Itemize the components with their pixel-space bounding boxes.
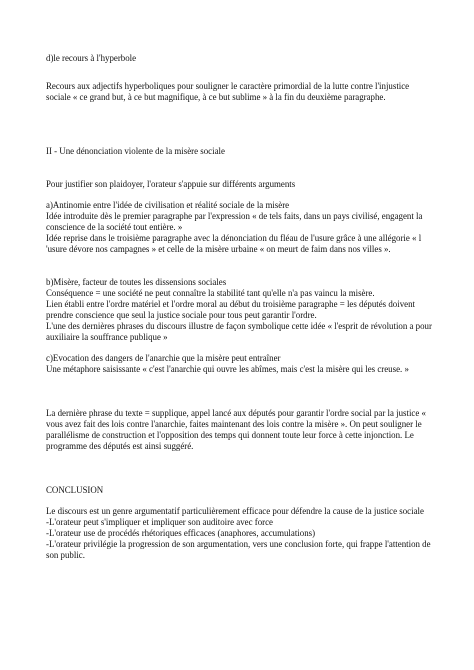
part2-b-line1: Conséquence = une société ne peut connaître la stabilité tant qu'elle n'a pas vaincu la misère.	[46, 288, 375, 298]
part2-a-heading: a)Antinomie entre l'idée de civilisation et réalité sociale de la misère	[46, 200, 290, 210]
part2-c-block	[46, 353, 434, 375]
part2-intro: Pour justifier son plaidoyer, l'orateur s'appuie sur différents arguments	[46, 179, 296, 189]
part2-b-line2: Lien établi entre l'ordre matériel et l'ordre moral au début du troisième paragraphe = les députés doivent prendre conscience que seul la justice sociale pour tous peut garantir l'ordre.	[46, 299, 415, 320]
part2-c-line1: Une métaphore saisissante « c'est l'anarchie qui ouvre les abîmes, mais c'est la misère qui les creuse. »	[46, 364, 409, 374]
conclusion-line1: Le discours est un genre argumentatif particulièrement efficace pour défendre la cause de la justice sociale	[46, 506, 424, 516]
conclusion-line2: -L'orateur peut s'impliquer et impliquer son auditoire avec force	[46, 517, 273, 527]
conclusion-block	[46, 506, 434, 561]
part2-a-line1: Idée introduite dès le premier paragraphe par l'expression « de tels faits, dans un pays civilisé, engagent la conscience de la société tout entière. »	[46, 211, 423, 232]
conclusion-title: CONCLUSION	[46, 485, 104, 495]
part2-b-heading: b)Misère, facteur de toutes les dissensions sociales	[46, 277, 227, 287]
part2-a-block	[46, 200, 434, 255]
part2-b-line3: L'une des dernières phrases du discours illustre de façon symbolique cette idée « l'esprit de révolution a pour auxiliaire la souffrance publique »	[46, 321, 432, 342]
part2-a-line2: Idée reprise dans le troisième paragraphe avec la dénonciation du fléau de l'usure grâce à une allégorie « l 'usure dévore nos campagnes » et celle de la misère urbaine « on meurt de faim dans nos villes ».	[46, 233, 422, 254]
part2-closing: La dernière phrase du texte = supplique, appel lancé aux députés pour garantir l'ordre social par la justice « vous avez fait des lois contre l'anarchie, faites maintenant des lois contre la misère ». On peut souligner le parallélisme de construction et l'opposition des temps qui donnent toute leur force à cette injonction. Le programme des députés est ainsi suggéré.	[46, 408, 426, 451]
section-d-heading: d)le recours à l'hyperbole	[46, 53, 137, 63]
conclusion-line4: -L'orateur privilégie la progression de son argumentation, vers une conclusion forte, qui frappe l'attention de son public.	[46, 539, 431, 560]
section-d-body: Recours aux adjectifs hyperboliques pour souligner le caractère primordial de la lutte contre l'injustice sociale « ce grand but, à ce but magnifique, à ce but sublime » à la fin du deuxième paragraphe.	[46, 81, 410, 102]
part2-b-block	[46, 277, 434, 343]
part2-title: II - Une dénonciation violente de la misère sociale	[46, 146, 225, 156]
conclusion-line3: -L'orateur use de procédés rhétoriques efficaces (anaphores, accumulations)	[46, 528, 316, 538]
part2-c-heading: c)Evocation des dangers de l'anarchie que la misère peut entraîner	[46, 353, 281, 363]
